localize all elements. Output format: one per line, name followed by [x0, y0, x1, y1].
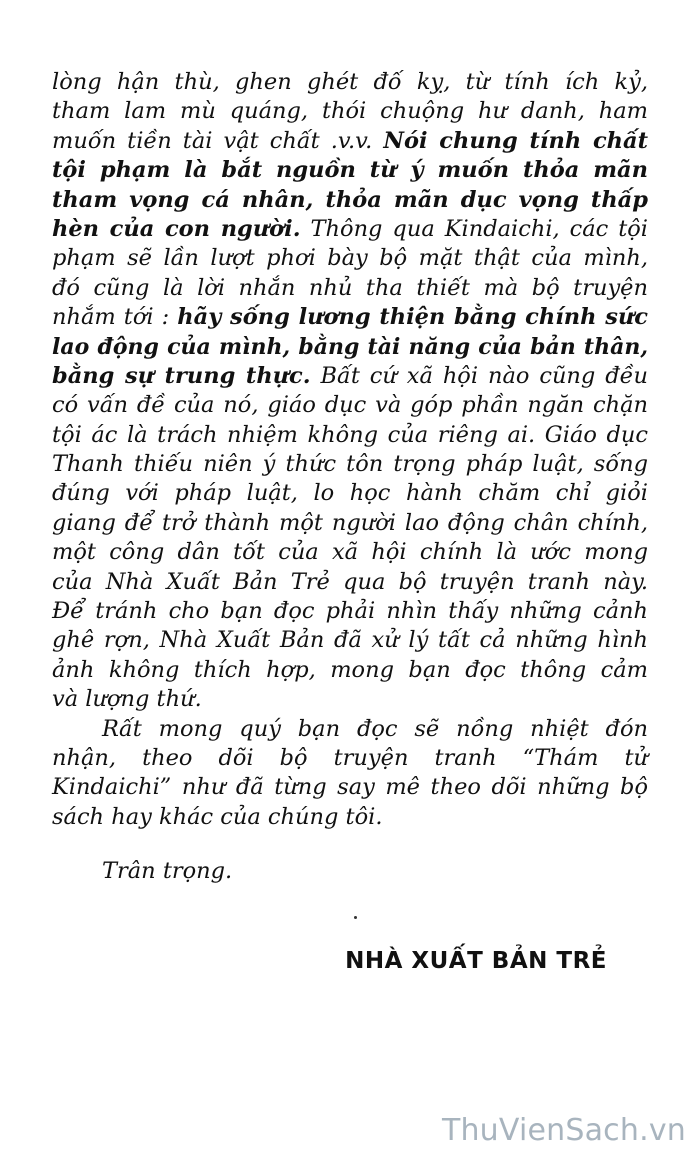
text-line: Kindaichi” như đã từng say mê theo dõi những bộ: [52, 774, 648, 801]
text-line: Để tránh cho bạn đọc phải nhìn thấy những cảnh: [52, 598, 648, 625]
text-run: Bất cứ xã hội nào cũng đều: [310, 362, 648, 389]
publisher-signature: NHÀ XUẤT BẢN TRẺ: [345, 948, 607, 974]
text-line: giang để trở thành một người lao động chân chính,: [52, 509, 648, 536]
print-speck: [354, 916, 357, 919]
text-line: đó cũng là lời nhắn nhủ tha thiết mà bộ truyện: [52, 274, 648, 301]
text-run: nhắm tới :: [52, 304, 178, 331]
text-line: tội ác là trách nhiệm không của riêng ai. Giáo dục: [52, 421, 648, 448]
bold-text-line: tham vọng cá nhân, thỏa mãn dục vọng thấp: [52, 186, 648, 213]
text-line: lòng hận thù, ghen ghét đố kỵ, từ tính ích kỷ,: [52, 69, 648, 95]
text-line: Rất mong quý bạn đọc sẽ nồng nhiệt đón: [102, 715, 648, 742]
text-line: ảnh không thích hợp, mong bạn đọc thông cảm: [52, 656, 648, 683]
bold-text-run: Nói chung tính chất: [383, 127, 648, 154]
text-line: phạm sẽ lần lượt phơi bày bộ mặt thật của mình,: [52, 245, 648, 272]
text-line: của Nhà Xuất Bản Trẻ qua bộ truyện tranh này.: [52, 568, 648, 595]
text-line: nhận, theo dõi bộ truyện tranh “Thám tử: [52, 744, 648, 771]
text-line: [52, 303, 648, 332]
text-line: ghê rợn, Nhà Xuất Bản đã xử lý tất cả những hình: [52, 627, 648, 654]
bold-text-line: tội phạm là bắt nguồn từ ý muốn thỏa mãn: [52, 157, 648, 184]
bold-text-line: lao động của mình, bằng tài năng của bản thân,: [52, 333, 648, 360]
text-run: muốn tiền tài vật chất .v.v.: [52, 127, 384, 154]
text-line: Thanh thiếu niên ý thức tôn trọng pháp luật, sống: [52, 451, 648, 478]
site-watermark: ThuVienSach.vn: [441, 1113, 686, 1148]
preface-text: [52, 68, 648, 832]
text-line: [52, 215, 648, 244]
text-line: một công dân tốt của xã hội chính là ước mong: [52, 539, 648, 566]
bold-text-run: hèn của con người.: [52, 215, 301, 242]
bold-text-run: bằng sự trung thực.: [52, 362, 311, 389]
text-line: [52, 362, 648, 391]
closing-salutation: Trân trọng.: [102, 858, 233, 884]
text-line: và lượng thứ.: [52, 686, 202, 713]
text-run: Thông qua Kindaichi, các tội: [300, 215, 649, 242]
text-line: có vấn đề của nó, giáo dục và góp phần ngăn chặn: [52, 392, 648, 419]
text-line: sách hay khác của chúng tôi.: [52, 803, 383, 830]
text-line: tham lam mù quáng, thói chuộng hư danh, ham: [52, 98, 648, 125]
text-line: đúng với pháp luật, lo học hành chăm chỉ giỏi: [52, 480, 648, 507]
bold-text-run: hãy sống lương thiện bằng chính sức: [177, 304, 648, 331]
text-line: [52, 127, 648, 156]
